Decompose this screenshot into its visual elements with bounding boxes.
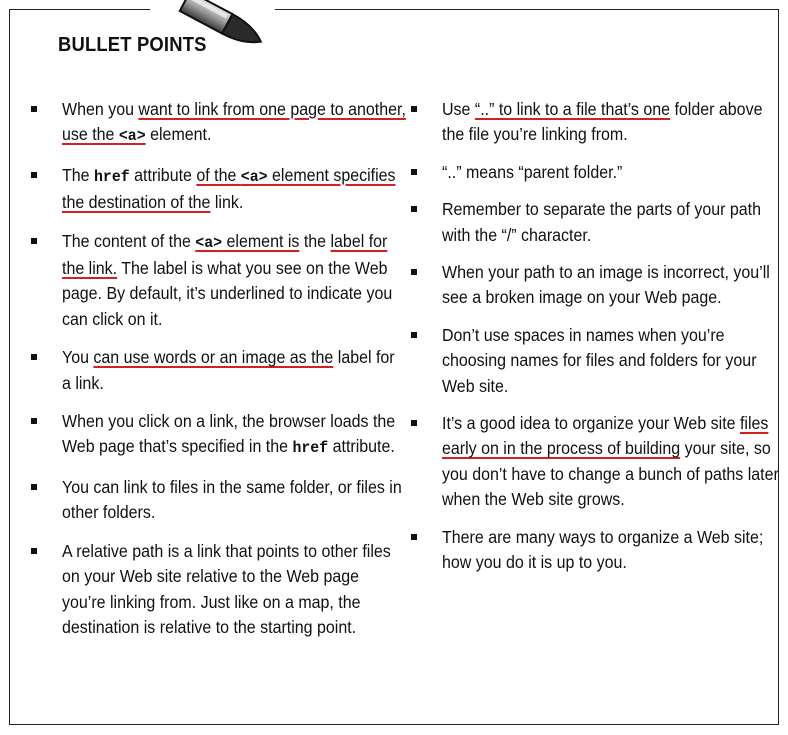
item-text — [62, 163, 406, 216]
bullet-square-icon — [31, 548, 37, 554]
list-item — [28, 475, 402, 526]
highlighted-text — [195, 231, 299, 251]
item-text: Don’t use spaces in names when you’re choosing names for files and folders for your Web site. — [442, 324, 757, 396]
item-text — [62, 229, 406, 333]
list-item — [408, 525, 773, 576]
item-text: label for a link. — [62, 347, 395, 393]
highlighted-text: can use words or an image as the — [93, 347, 334, 368]
item-text: attribute — [129, 164, 197, 185]
item-text: link. — [210, 192, 244, 213]
list-item — [408, 97, 773, 148]
item-text: element. — [145, 124, 212, 145]
code-text: <a> — [195, 233, 223, 252]
highlighted-text: “..” to link to a file that’s one — [474, 99, 671, 119]
list-item — [28, 345, 398, 396]
code-text: <a> — [240, 167, 268, 186]
item-text: You can link to files in the same folder, or files in other folders. — [62, 476, 402, 523]
item-text: your site, so you don’t have to change a bunch of paths later when the Web site grows. — [442, 438, 779, 510]
code-text: href — [93, 167, 130, 186]
item-text: attribute. — [328, 436, 395, 457]
bullet-square-icon — [31, 484, 37, 490]
highlighted-text: files early on in the process of building — [442, 413, 769, 459]
bullet-square-icon — [411, 332, 417, 338]
code-text: <a> — [118, 127, 146, 146]
item-text: element is — [222, 230, 300, 251]
item-text: The content of the — [62, 230, 196, 251]
list-item — [28, 229, 398, 333]
item-text: It’s a good idea to organize your Web site — [442, 413, 740, 434]
item-text: The label is what you see on the Web page. By default, it’s underlined to indicate you can click on it. — [62, 258, 393, 329]
bullet-square-icon — [411, 206, 417, 212]
highlighted-text: label for the link. — [62, 230, 388, 279]
right-bullet-column — [408, 97, 779, 588]
left-bullet-column — [28, 97, 406, 653]
item-text — [442, 411, 786, 513]
item-text: “..” means “parent folder.” — [442, 161, 623, 182]
item-text: want to link from one page to another, use the — [62, 99, 406, 145]
bullet-square-icon — [31, 106, 37, 112]
item-text: When you — [62, 99, 139, 119]
item-text: element specifies the destination of the — [62, 164, 396, 213]
item-text — [62, 409, 406, 462]
bullet-square-icon — [31, 354, 37, 360]
item-text: Use — [442, 99, 475, 119]
item-text: You — [62, 347, 94, 368]
item-text — [62, 97, 406, 150]
list-item — [28, 539, 398, 641]
bullet-square-icon — [411, 534, 417, 540]
item-text: The — [62, 164, 94, 185]
item-text: When you click on a link, the browser loads the Web page that’s specified in the — [62, 411, 396, 457]
item-text: Remember to separate the parts of your path with the “/” character. — [442, 199, 761, 245]
item-text: the — [299, 230, 331, 251]
item-text: When your path to an image is incorrect, you’ll see a broken image on your Web page. — [442, 262, 770, 308]
bullet-square-icon — [31, 238, 37, 244]
bullet-square-icon — [411, 420, 417, 426]
list-item — [408, 260, 773, 311]
code-text: href — [292, 439, 329, 458]
bullet-square-icon — [411, 269, 417, 275]
item-text — [62, 345, 406, 396]
list-item — [408, 160, 773, 185]
item-text: of the — [196, 164, 241, 185]
item-text — [442, 97, 786, 148]
bullet-square-icon — [411, 106, 417, 112]
page-title: BULLET POINTS — [58, 34, 207, 56]
list-item — [28, 97, 406, 150]
item-text: folder above the file you’re linking from. — [442, 99, 763, 145]
item-text: A relative path is a link that points to other files on your Web site relative to the Web page you’re linking from. Just like on a map, the destination is relative to the starting point. — [62, 540, 391, 637]
list-item — [28, 163, 398, 216]
bullet-square-icon — [411, 169, 417, 175]
list-item — [28, 409, 398, 462]
list-item — [408, 411, 779, 513]
list-item — [408, 197, 773, 248]
list-item — [408, 323, 773, 399]
bullet-square-icon — [31, 418, 37, 424]
item-text: There are many ways to organize a Web site; how you do it is up to you. — [442, 526, 764, 573]
bullet-square-icon — [31, 172, 37, 178]
